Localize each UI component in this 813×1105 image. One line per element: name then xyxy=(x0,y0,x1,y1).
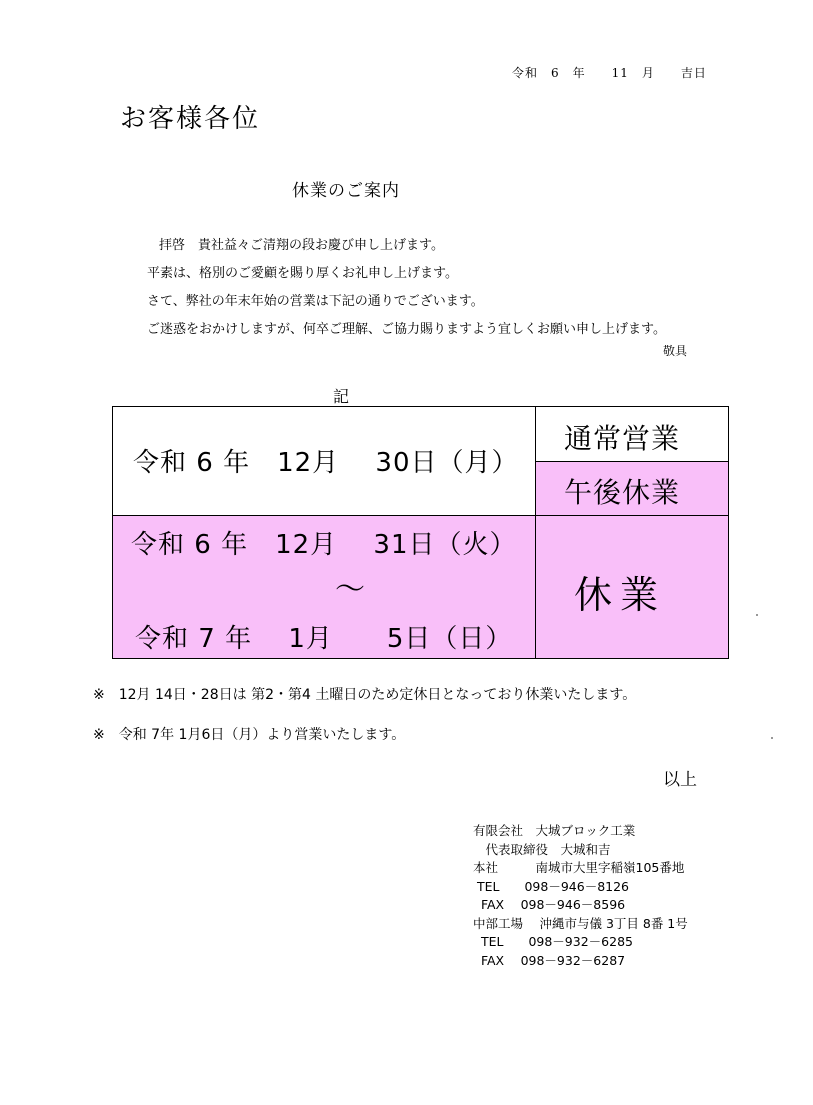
schedule-range-mark: 〜 xyxy=(335,572,366,607)
company-representative: 代表取締役 大城和吉 xyxy=(473,841,611,857)
normal-business-label: 通常営業 xyxy=(564,422,681,455)
document-title: 休業のご案内 xyxy=(292,181,400,201)
factory-address: 中部工場 沖縄市与儀 3丁目 8番 1号 xyxy=(473,915,688,931)
schedule-row1-date-cell xyxy=(113,407,536,516)
schedule-row2-date-from: 令和 6 年 12月 31日（火） xyxy=(131,530,517,560)
afternoon-closed-label: 午後休業 xyxy=(564,476,681,509)
ki-heading: 記 xyxy=(333,387,350,406)
body-line-2: 平素は、格別のご愛顧を賜り厚くお礼申し上げます。 xyxy=(147,266,458,281)
head-office-tel: TEL 098－946－8126 xyxy=(473,878,629,894)
body-line-4: ご迷惑をおかけしますが、何卒ご理解、ご協力賜りますよう宜しくお願い申し上げます。 xyxy=(147,322,666,337)
schedule-row1-status-top-cell xyxy=(536,407,728,462)
closing-word: 敬具 xyxy=(663,344,688,358)
company-info xyxy=(473,822,688,970)
scan-speck xyxy=(771,737,773,739)
schedule-row1-status-bottom-cell xyxy=(536,462,728,516)
schedule-row2-status-cell xyxy=(536,516,728,658)
note-2: ※ 令和 7年 1月6日（月）より営業いたします。 xyxy=(93,727,406,743)
factory-fax: FAX 098－932－6287 xyxy=(473,952,626,968)
closed-label: 休業 xyxy=(574,573,667,617)
addressee: お客様各位 xyxy=(120,104,261,134)
head-office-address: 本社 南城市大里字稲嶺105番地 xyxy=(473,860,685,875)
schedule-row2-date-cell xyxy=(113,516,536,658)
note-1: ※ 12月 14日・28日は 第2・第4 土曜日のため定休日となっており休業いたします。 xyxy=(93,687,637,703)
body-line-1: 拝啓 貴社益々ご清翔の段お慶び申し上げます。 xyxy=(159,238,444,253)
issue-date: 令和 6 年 11 月 吉日 xyxy=(512,66,707,80)
schedule-row1-date: 令和 6 年 12月 30日（月） xyxy=(133,448,519,478)
holiday-schedule-table xyxy=(112,406,729,659)
schedule-row2-date-to: 令和 7 年 1月 5日（日） xyxy=(135,624,513,654)
head-office-fax: FAX 098－946－8596 xyxy=(473,897,626,912)
factory-tel: TEL 098－932－6285 xyxy=(473,934,633,949)
scan-speck xyxy=(756,614,758,616)
end-word: 以上 xyxy=(663,770,697,790)
body-line-3: さて、弊社の年末年始の営業は下記の通りでございます。 xyxy=(147,294,484,309)
company-name: 有限会社 大城ブロック工業 xyxy=(473,823,636,838)
